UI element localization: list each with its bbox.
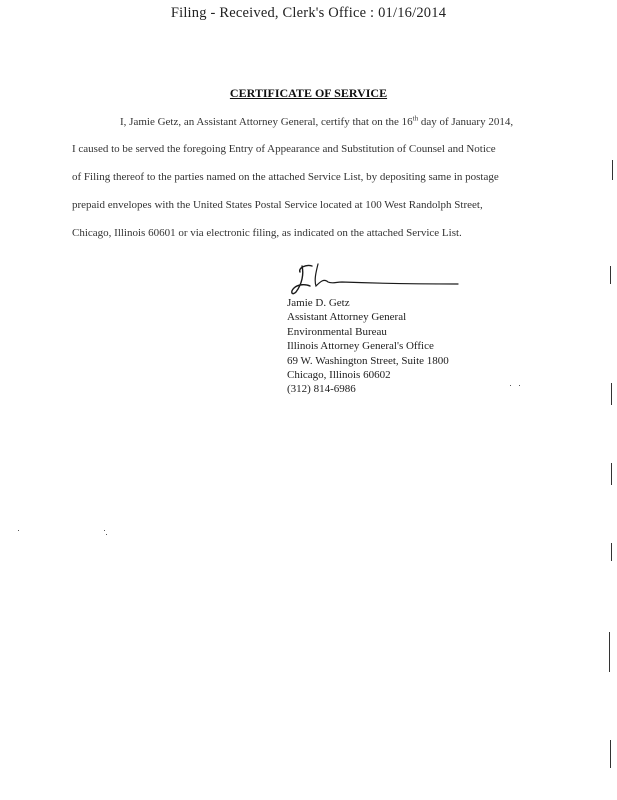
scan-artifact-mark [611, 543, 612, 561]
scan-artifact-mark [611, 463, 612, 485]
document-title: CERTIFICATE OF SERVICE [229, 86, 388, 100]
body-line-1 [120, 116, 513, 128]
scan-artifact-mark [610, 740, 611, 768]
body-line-2: I caused to be served the foregoing Entry of Appearance and Substitution of Counsel and Notice [72, 143, 496, 155]
filing-stamp: Filing - Received, Clerk's Office : 01/16/2014 [170, 5, 447, 21]
scan-artifact-dot [106, 534, 107, 535]
scan-artifact-mark [612, 160, 613, 180]
ordinal-suffix: th [412, 114, 419, 123]
signer-bureau: Environmental Bureau [287, 325, 387, 338]
scan-artifact-mark [609, 632, 610, 672]
body-line-5: Chicago, Illinois 60601 or via electronic filing, as indicated on the attached Service List. [72, 227, 462, 239]
scan-artifact-dot [510, 385, 511, 386]
body-line-1-end: day of January 2014, [418, 116, 514, 128]
scan-artifact-dot [18, 530, 19, 531]
signer-office: Illinois Attorney General's Office [287, 340, 434, 353]
signer-name: Jamie D. Getz [287, 297, 350, 309]
signer-phone: (312) 814-6986 [287, 383, 356, 396]
signature-block [287, 296, 449, 397]
body-line-3: of Filing thereof to the parties named on the attached Service List, by depositing same in postage [72, 171, 499, 183]
body-line-1-text: I, Jamie Getz, an Assistant Attorney General, certify that on the 16 [120, 116, 413, 128]
signer-title: Assistant Attorney General [287, 311, 407, 324]
scan-artifact-mark [611, 383, 612, 405]
signer-city: Chicago, Illinois 60602 [287, 369, 391, 382]
scan-artifact-dot [104, 530, 105, 531]
scan-artifact-mark [610, 266, 611, 284]
body-line-4: prepaid envelopes with the United States Postal Service located at 100 West Randolph Street, [72, 199, 483, 211]
signer-street: 69 W. Washington Street, Suite 1800 [287, 354, 449, 367]
scan-artifact-dot [519, 385, 520, 386]
